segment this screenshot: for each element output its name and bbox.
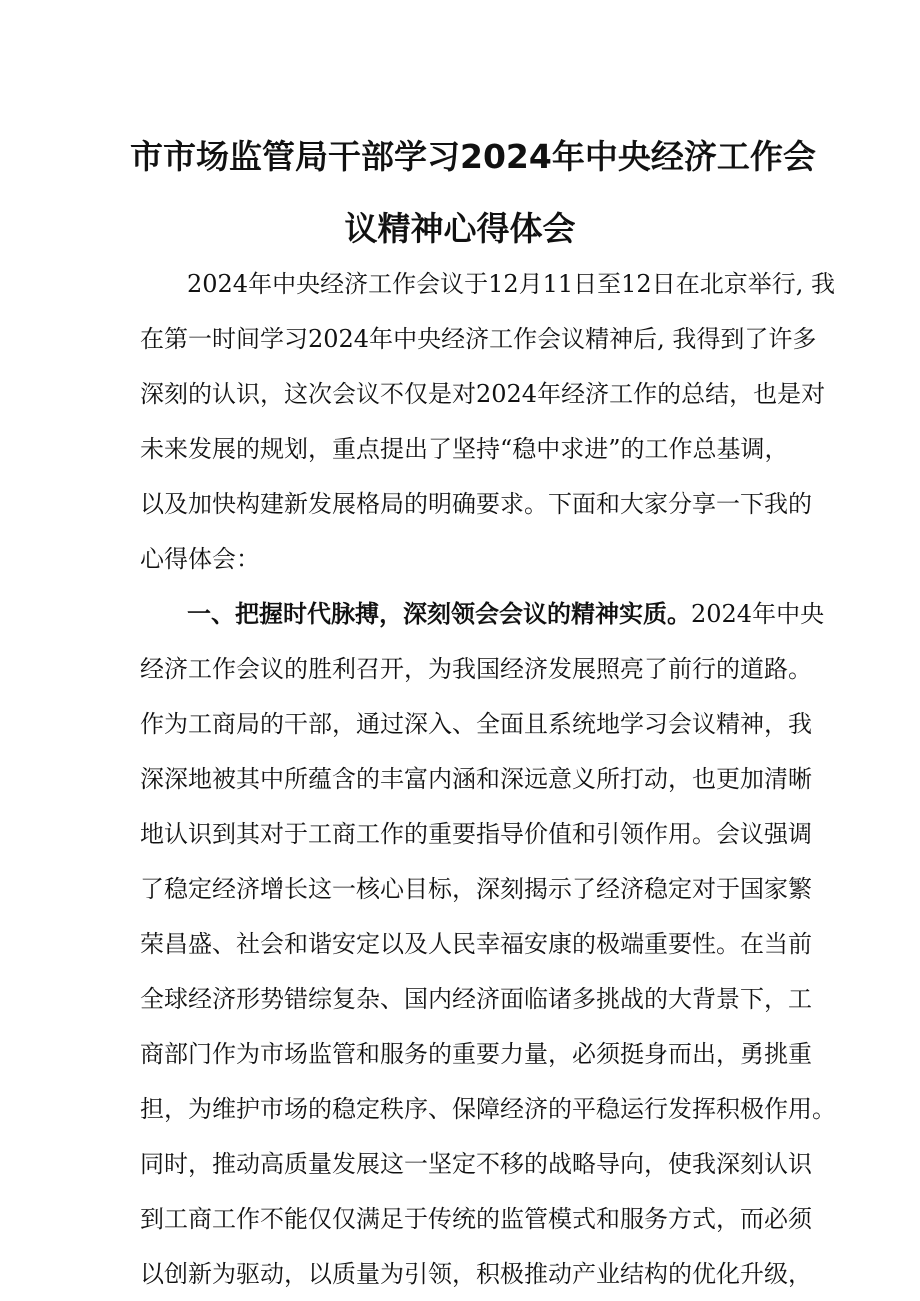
paragraph-first-line [187, 598, 825, 630]
paragraph-line: 2024年中央经济工作会议于12月11日至12日在北京举行, 我 [187, 270, 835, 298]
document-title-line-1: 市市场监管局干部学习2024年中央经济工作会 [130, 137, 816, 176]
paragraph-line: 到工商工作不能仅仅满足于传统的监管模式和服务方式，而必须 [140, 1205, 812, 1233]
paragraph-line: 商部门作为市场监管和服务的重要力量，必须挺身而出，勇挑重 [140, 1040, 812, 1068]
paragraph-line: 作为工商局的干部，通过深入、全面且系统地学习会议精神，我 [140, 710, 812, 738]
paragraph-line: 经济工作会议的胜利召开，为我国经济发展照亮了前行的道路。 [140, 655, 812, 683]
paragraph-line: 在第一时间学习2024年中央经济工作会议精神后, 我得到了许多 [140, 325, 817, 353]
paragraph-line: 深深地被其中所蕴含的丰富内涵和深远意义所打动，也更加清晰 [140, 765, 812, 793]
section-heading: 一、把握时代脉搏，深刻领会会议的精神实质。 [187, 599, 691, 628]
paragraph-line: 深刻的认识，这次会议不仅是对2024年经济工作的总结，也是对 [140, 380, 826, 408]
paragraph-line: 地认识到其对于工商工作的重要指导价值和引领作用。会议强调 [140, 820, 812, 848]
paragraph-line: 荣昌盛、社会和谐安定以及人民幸福安康的极端重要性。在当前 [140, 930, 812, 958]
paragraph-line: 全球经济形势错综复杂、国内经济面临诸多挑战的大背景下，工 [140, 985, 812, 1013]
section-heading-rest: 2024年中央 [691, 600, 825, 628]
paragraph-line: 了稳定经济增长这一核心目标，深刻揭示了经济稳定对于国家繁 [140, 875, 812, 903]
paragraph-line: 以及加快构建新发展格局的明确要求。下面和大家分享一下我的 [140, 490, 812, 518]
paragraph-line: 担，为维护市场的稳定秩序、保障经济的平稳运行发挥积极作用。 [140, 1095, 836, 1123]
paragraph-line: 心得体会： [140, 545, 260, 573]
paragraph-line: 同时，推动高质量发展这一坚定不移的战略导向，使我深刻认识 [140, 1150, 812, 1178]
paragraph-line: 以创新为驱动，以质量为引领，积极推动产业结构的优化升级， [140, 1260, 812, 1288]
document-title-line-2: 议精神心得体会 [344, 209, 576, 248]
paragraph-line: 未来发展的规划，重点提出了坚持“稳中求进”的工作总基调， [140, 435, 789, 463]
